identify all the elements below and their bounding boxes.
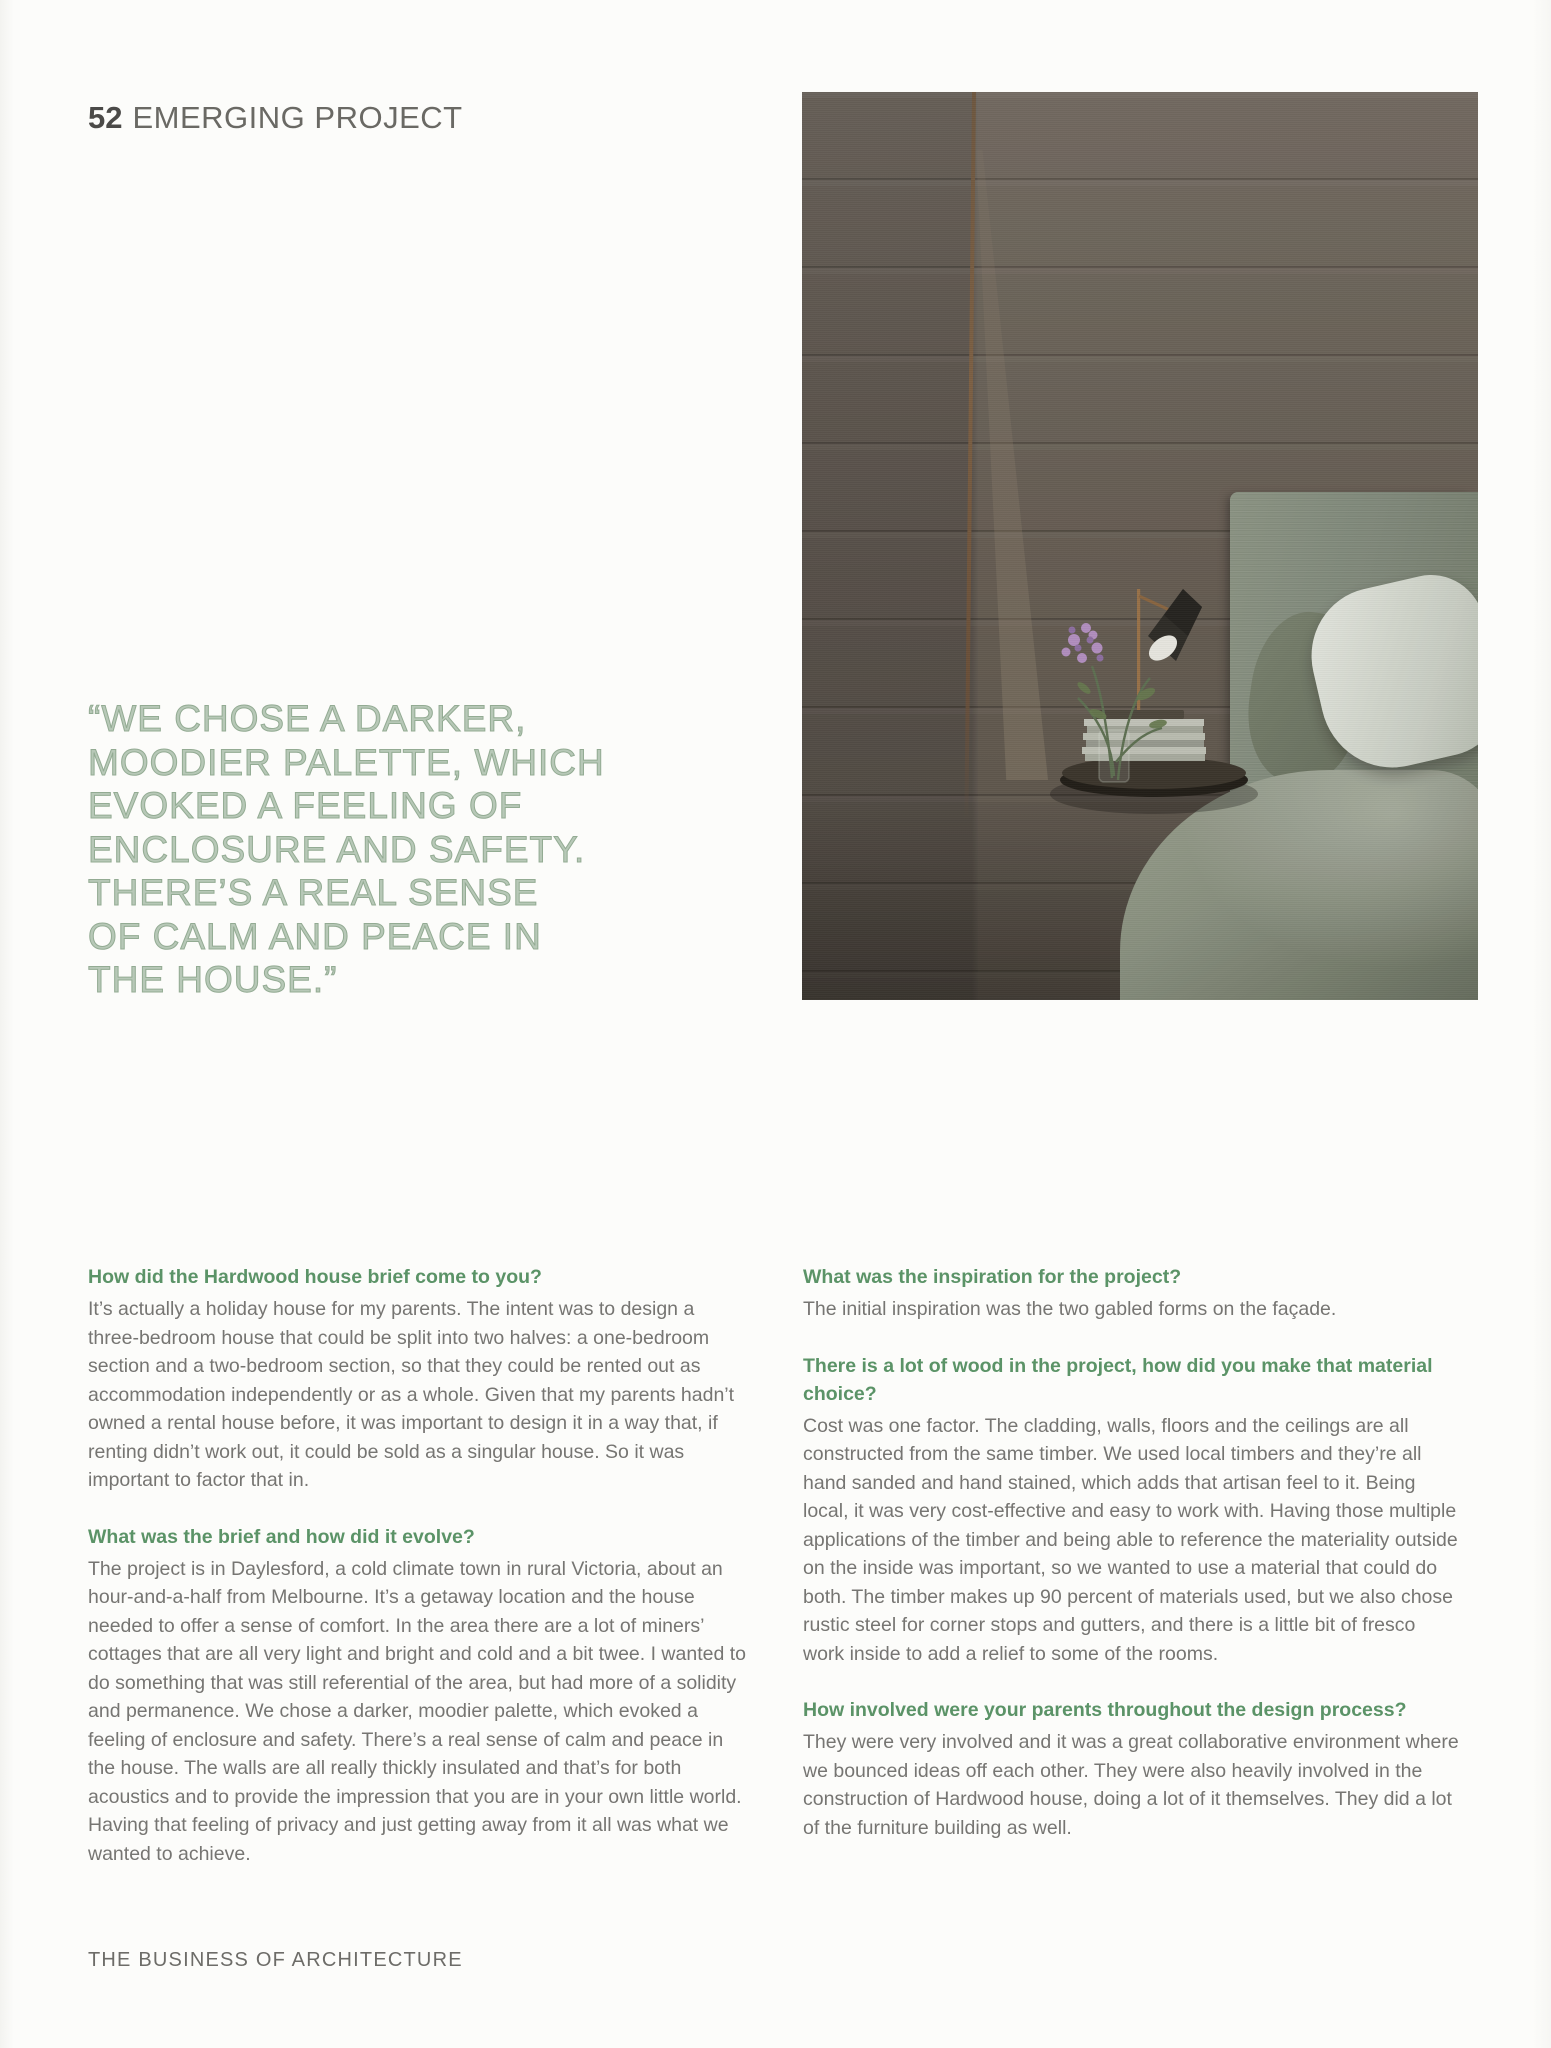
answer-paragraph: They were very involved and it was a great collaborative environment where we bounced ideas off each other. They were also heavily involved in the construction of Hardwood house, doing a lot of it themselves. They did a lot of the furniture building as well. [803,1731,1459,1839]
pull-quote-line: OF CALM AND PEACE IN [88,915,542,957]
answer-paragraph: The initial inspiration was the two gabled forms on the façade. [803,1298,1337,1320]
qa-column-right [803,1263,1461,1870]
photo-table-lamp-flowers [802,92,1478,1000]
answer-paragraph: The project is in Daylesford, a cold climate town in rural Victoria, about an hour-and-a-half from Melbourne. It’s a getaway location and the house needed to offer a sense of comfort. In the area there are a lot of miners’ cottages that are all very light and bright and cold and a bit twee. I wanted to do something that was still referential of the area, but had more of a solidity and permanence. We chose a darker, moodier palette, which evoked a feeling of enclosure and safety. There’s a real sense of calm and peace in the house. The walls are all really thickly insulated and that’s for both acoustics and to provide the impression that you are in your own little world. Having that feeling of privacy and just getting away from it all was what we wanted to achieve. [88,1557,746,1865]
page-number: 52 [88,100,123,135]
question-heading: There is a lot of wood in the project, how did you make that material choice? [803,1354,1433,1405]
pull-quote-line: EVOKED A FEELING OF [88,785,523,826]
answer-paragraph: It’s actually a holiday house for my parents. The intent was to design a three-bedroom house that could be split into two halves: a one-bedroom section and a two-bedroom section, so that they could be rented out as accommodation independently or as a whole. Given that my parents hadn’t owned a rental house before, it was important to design it in a way that, if renting didn’t work out, it could be sold as a singular house. So it was important to factor that in. [88,1298,735,1491]
pull-quote-line: THE HOUSE.” [88,959,338,1000]
pull-quote [88,697,648,1002]
pull-quote-line: “WE CHOSE A DARKER, [88,698,527,739]
footer-strapline: THE BUSINESS OF ARCHITECTURE [88,1949,463,1971]
bedroom-photo [802,92,1478,1000]
question-heading: What was the brief and how did it evolve? [88,1525,475,1548]
question-heading: How did the Hardwood house brief come to you? [88,1266,542,1288]
pull-quote-line: THERE’S A REAL SENSE [88,872,539,913]
pull-quote-line: MOODIER PALETTE, WHICH [88,741,605,783]
page-header [88,100,463,136]
answer-paragraph: Cost was one factor. The cladding, walls, floors and the ceilings are all constructed from the same timber. We used local timbers and they’re all hand sanded and hand stained, which adds that artisan feel to it. Being local, it was very cost-effective and easy to work with. Having those multiple applications of the timber and being able to reference the materiality outside on the inside was important, so we wanted to use a material that could do both. The timber makes up 90 percent of materials used, but we also chose rustic steel for corner stops and gutters, and there is a little bit of fresco work inside to add a relief to some of the rooms. [803,1414,1458,1665]
question-heading: What was the inspiration for the project? [803,1266,1182,1288]
section-title: EMERGING PROJECT [132,100,463,135]
question-heading: How involved were your parents throughout the design process? [803,1699,1407,1721]
pull-quote-line: ENCLOSURE AND SAFETY. [88,828,586,870]
qa-column-left [88,1263,746,1896]
